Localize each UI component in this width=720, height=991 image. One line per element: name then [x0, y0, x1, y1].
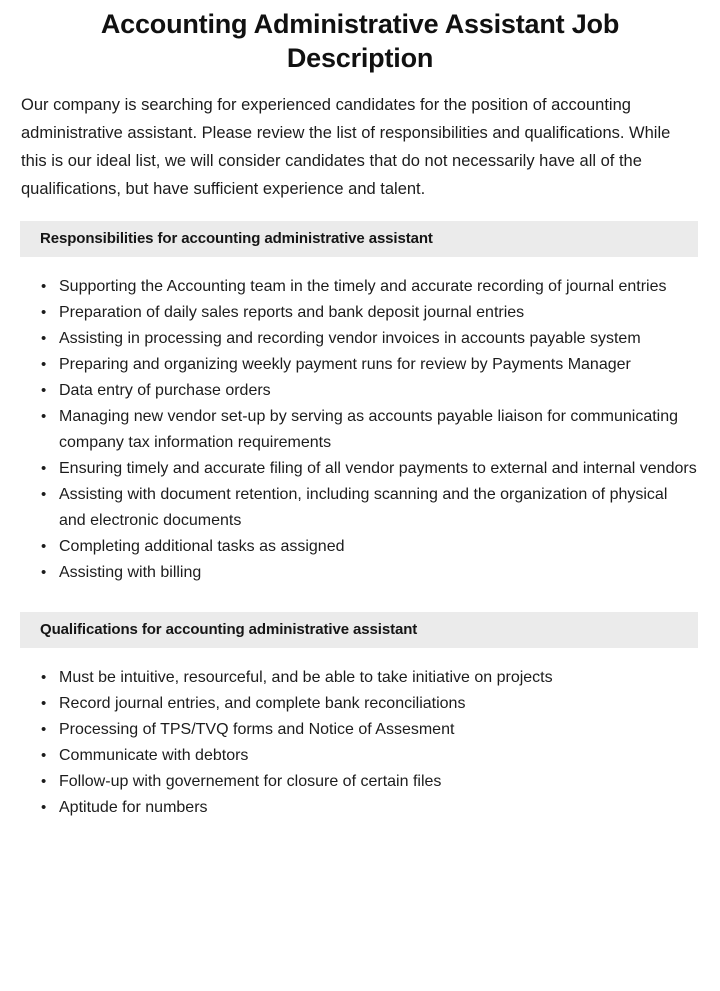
page-title: Accounting Administrative Assistant Job Description [100, 9, 620, 73]
list-item: • Supporting the Accounting team in the timely and accurate recording of journal entries [0, 274, 720, 300]
list-item: • Assisting with document retention, including scanning and the organization of physical and electronic documents [0, 482, 720, 534]
responsibilities-section [0, 221, 720, 586]
list-item: • Managing new vendor set-up by serving as accounts payable liaison for communicating company tax information requirements [0, 404, 720, 456]
list-item: • Communicate with debtors [0, 743, 720, 769]
list-item: • Assisting with billing [0, 560, 720, 586]
list-spacer [0, 257, 720, 274]
qualifications-section [0, 612, 720, 821]
list-item: • Preparation of daily sales reports and bank deposit journal entries [0, 300, 720, 326]
list-item: • Aptitude for numbers [0, 795, 720, 821]
list-item: • Preparing and organizing weekly payment runs for review by Payments Manager [0, 352, 720, 378]
list-item: • Assisting in processing and recording vendor invoices in accounts payable system [0, 326, 720, 352]
list-item: • Record journal entries, and complete bank reconciliations [0, 691, 720, 717]
list-item: • Processing of TPS/TVQ forms and Notice of Assesment [0, 717, 720, 743]
job-description-page [0, 7, 720, 991]
responsibilities-list [0, 274, 720, 586]
responsibilities-heading: Responsibilities for accounting administrative assistant [20, 221, 698, 257]
qualifications-heading: Qualifications for accounting administrative assistant [20, 612, 698, 648]
intro-paragraph: Our company is searching for experienced candidates for the position of accounting administrative assistant. Please review the list of responsibilities and qualifications. While this is our ideal list, we will consider candidates that do not necessarily have all of the qualifications, but have sufficient experience and talent. [21, 96, 671, 198]
list-item: • Follow-up with governement for closure of certain files [0, 769, 720, 795]
list-spacer [0, 648, 720, 665]
list-item: • Completing additional tasks as assigned [0, 534, 720, 560]
qualifications-list [0, 665, 720, 821]
list-item: • Data entry of purchase orders [0, 378, 720, 404]
list-item: • Must be intuitive, resourceful, and be able to take initiative on projects [0, 665, 720, 691]
list-item: • Ensuring timely and accurate filing of all vendor payments to external and internal vendors [0, 456, 720, 482]
